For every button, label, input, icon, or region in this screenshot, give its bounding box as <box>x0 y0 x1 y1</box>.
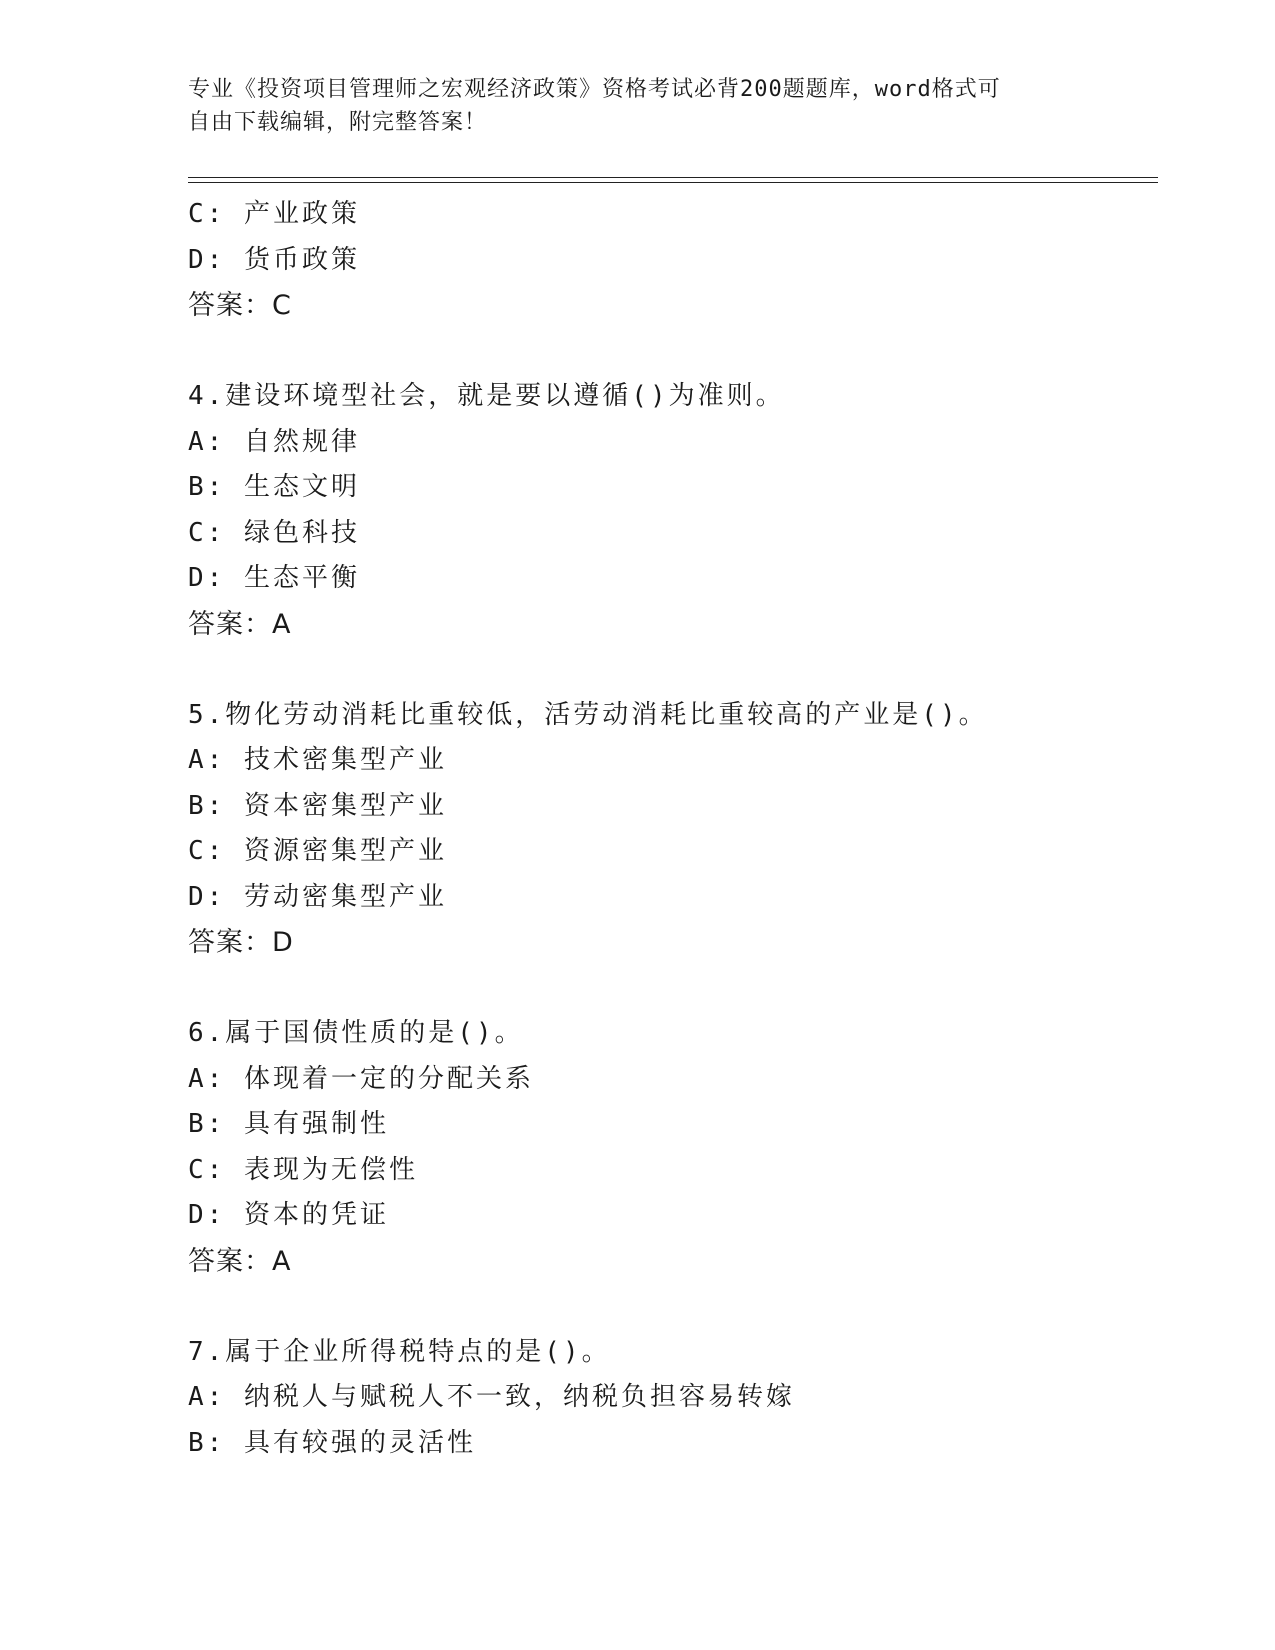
option-d: D: 生态平衡 <box>188 563 360 593</box>
header-divider-bottom <box>188 182 1158 183</box>
answer-line: 答案：A <box>188 1245 292 1277</box>
option-b: B: 生态文明 <box>188 472 360 502</box>
question-stem: 4.建设环境型社会，就是要以遵循()为准则。 <box>188 381 785 411</box>
option-c: C: 资源密集型产业 <box>188 836 447 866</box>
spacer <box>188 1284 1148 1330</box>
header-divider-top <box>188 177 1158 178</box>
header-line-2: 自由下载编辑，附完整答案！ <box>188 110 488 135</box>
option-d: D: 资本的凭证 <box>188 1200 389 1230</box>
spacer <box>188 647 1148 693</box>
question-block <box>188 1330 1148 1467</box>
option-a: A: 体现着一定的分配关系 <box>188 1063 534 1094</box>
option-d: D: 货币政策 <box>188 244 360 275</box>
question-list <box>188 192 1148 1466</box>
question-block <box>188 374 1148 647</box>
partial-question <box>188 192 1148 329</box>
question-block <box>188 1011 1148 1284</box>
option-c: C: 产业政策 <box>188 199 360 229</box>
option-b: B: 具有较强的灵活性 <box>188 1427 476 1458</box>
answer-line: 答案：D <box>188 927 294 958</box>
answer-line: 答案：C <box>188 290 292 321</box>
option-b: B: 具有强制性 <box>188 1109 389 1139</box>
option-a: A: 自然规律 <box>188 426 360 457</box>
option-c: C: 表现为无偿性 <box>188 1154 418 1185</box>
question-stem: 7.属于企业所得税特点的是()。 <box>188 1336 611 1367</box>
document-header <box>188 73 1088 139</box>
spacer <box>188 329 1148 375</box>
option-c: C: 绿色科技 <box>188 517 360 548</box>
option-a: A: 技术密集型产业 <box>188 745 447 775</box>
question-stem: 5.物化劳动消耗比重较低，活劳动消耗比重较高的产业是()。 <box>188 699 988 730</box>
question-block <box>188 693 1148 966</box>
answer-line: 答案：A <box>188 608 292 640</box>
question-stem: 6.属于国债性质的是()。 <box>188 1018 524 1048</box>
option-d: D: 劳动密集型产业 <box>188 881 447 912</box>
header-line-1: 专业《投资项目管理师之宏观经济政策》资格考试必背200题题库，word格式可 <box>188 77 1001 102</box>
option-b: B: 资本密集型产业 <box>188 790 447 821</box>
spacer <box>188 966 1148 1012</box>
option-a: A: 纳税人与赋税人不一致，纳税负担容易转嫁 <box>188 1382 795 1412</box>
